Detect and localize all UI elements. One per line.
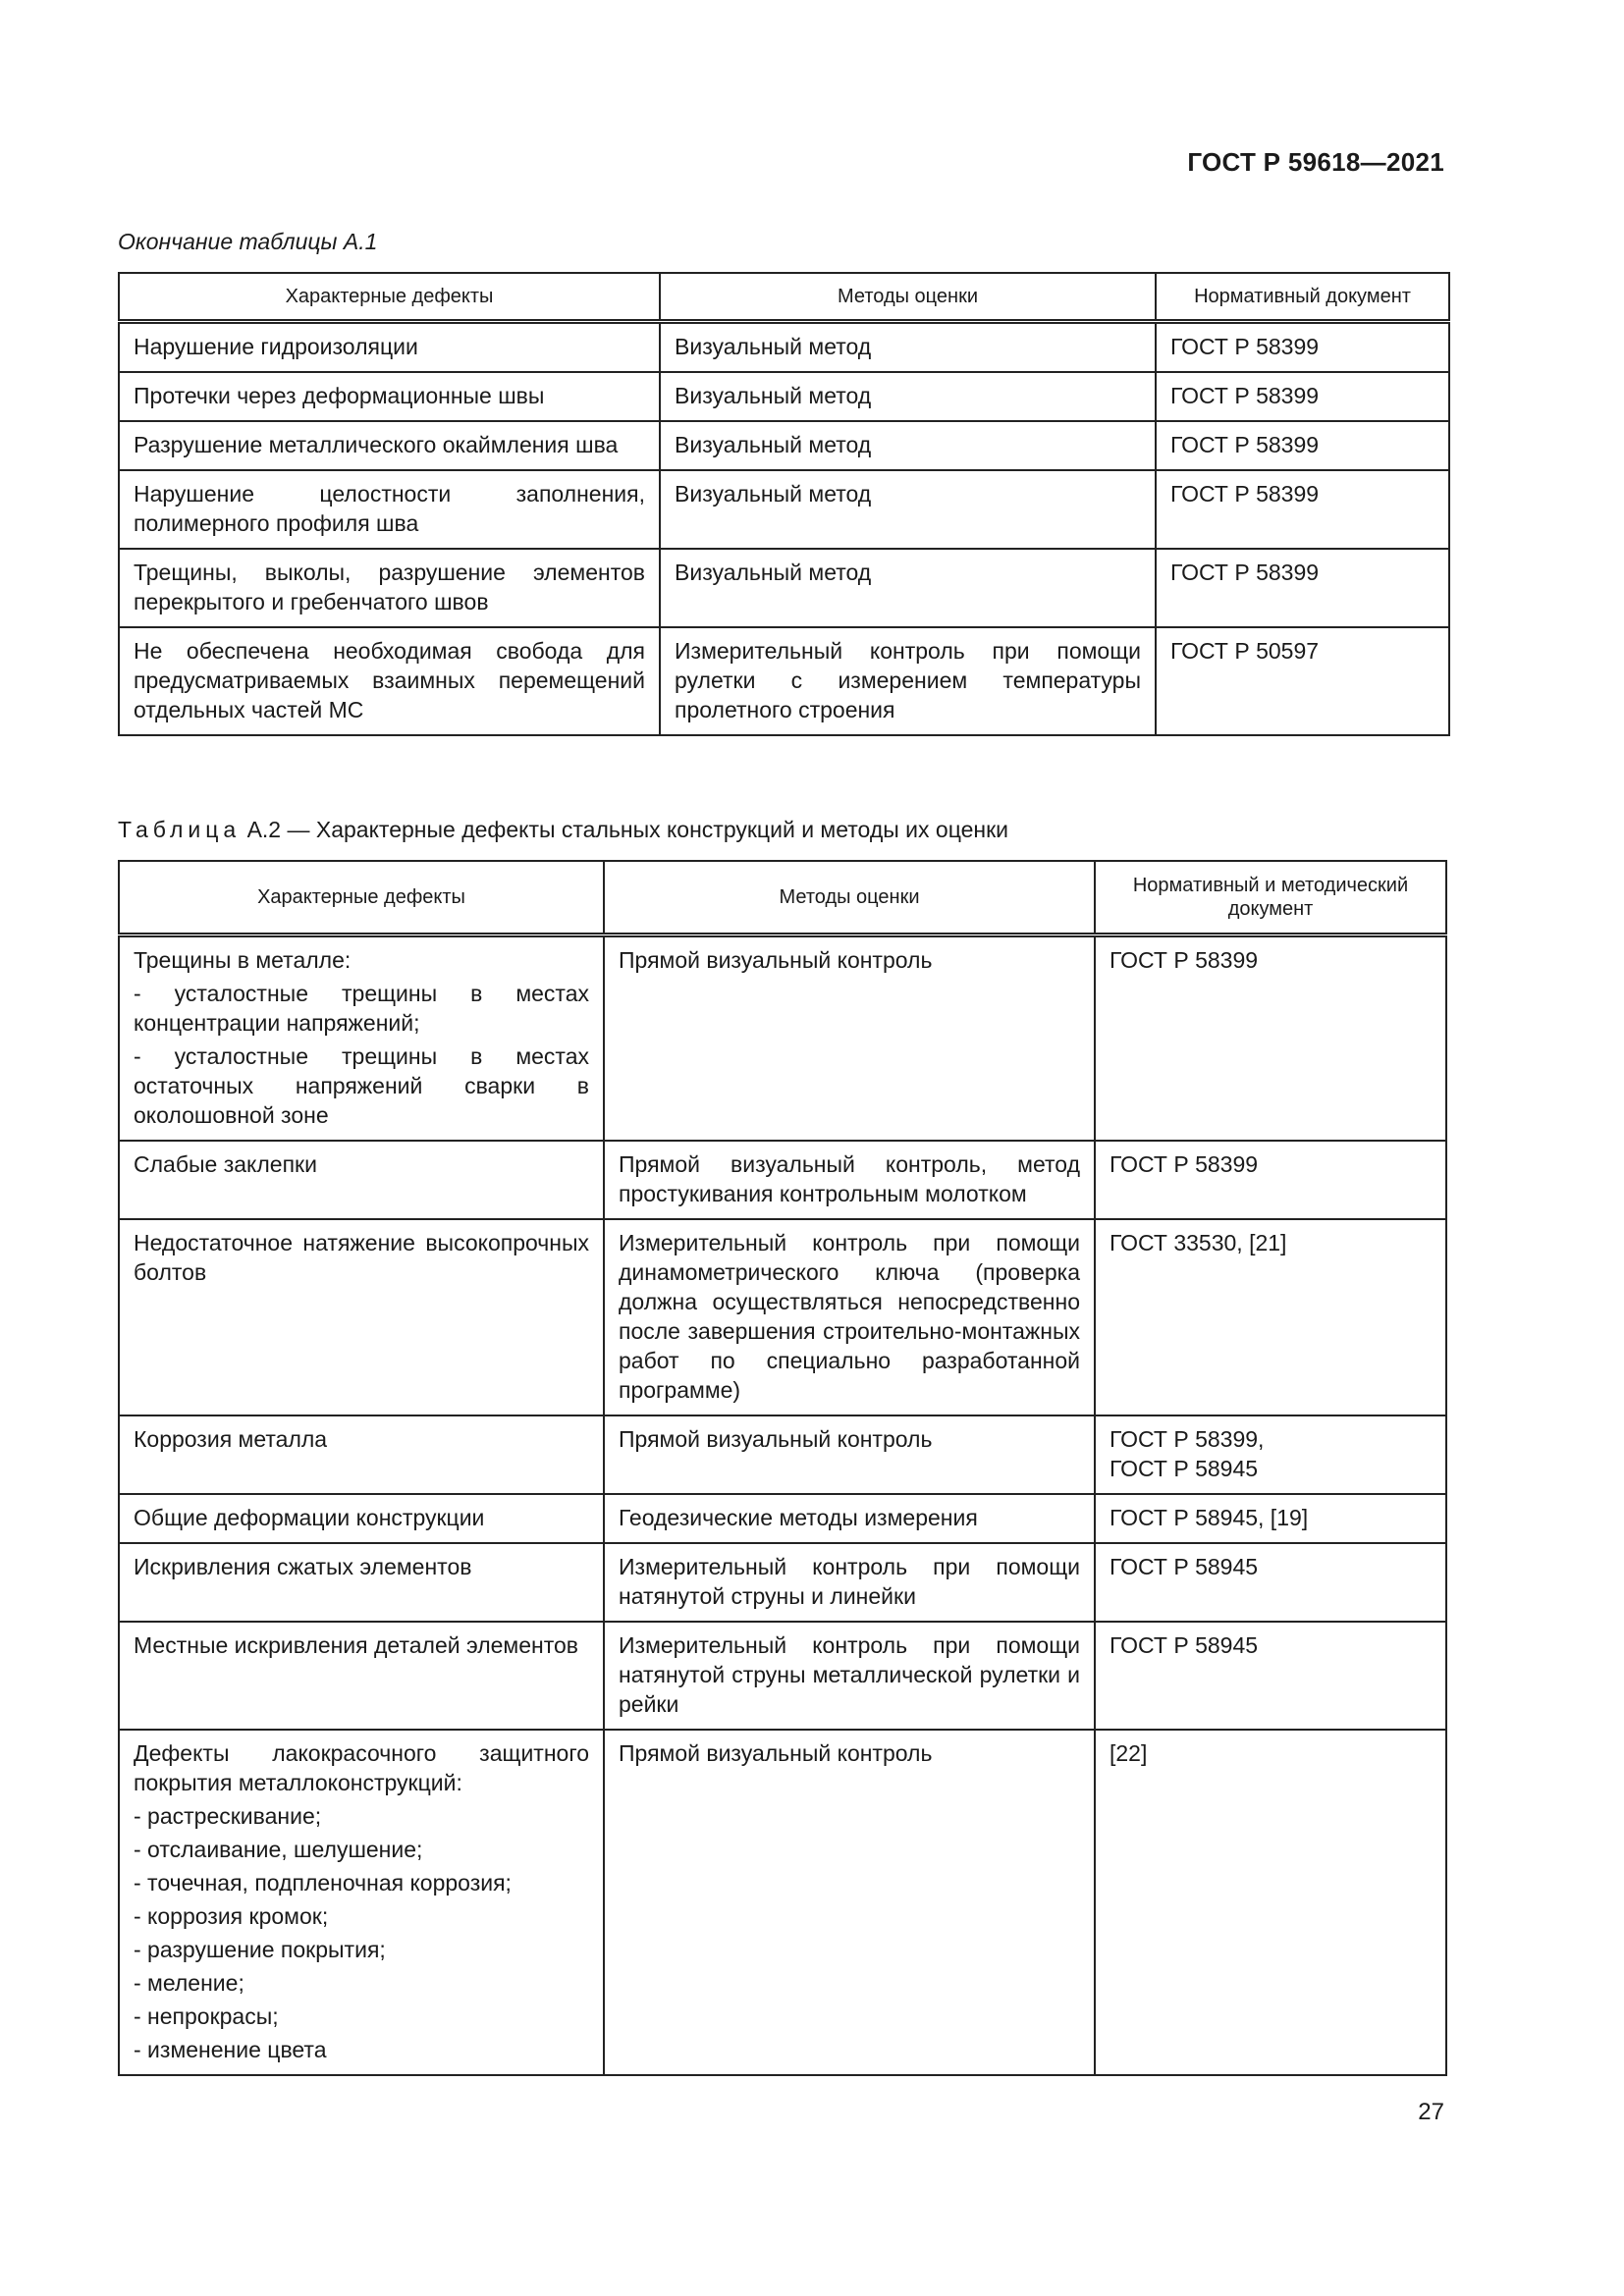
defect-cell: Местные искривления деталей элементов	[119, 1622, 604, 1730]
defect-cell: Трещины, выколы, разрушение элементов перекрытого и гребенчатого швов	[119, 549, 660, 627]
table-row	[119, 935, 1446, 1142]
defect-cell	[119, 935, 604, 1142]
method-cell: Измерительный контроль при помощи рулетки с измерением температуры пролетного строения	[660, 627, 1156, 735]
defect-subitem: - усталостные трещины в местах концентрации напряжений;	[134, 981, 589, 1036]
method-cell: Визуальный метод	[660, 470, 1156, 549]
method-cell: Измерительный контроль при помощи динамометрического ключа (проверка должна осуществляться непосредственно после завершения строительно-монтажных работ по специально разработанной программе)	[604, 1219, 1095, 1415]
table-row	[119, 549, 1449, 627]
page-number: 27	[1418, 2099, 1444, 2125]
defect-cell	[119, 1730, 604, 2075]
doc-cell: ГОСТ Р 58399	[1156, 470, 1449, 549]
defect-cell: Нарушение гидроизоляции	[119, 322, 660, 373]
defect-cell: Разрушение металлического окаймления шва	[119, 421, 660, 470]
table1-col-methods: Методы оценки	[660, 273, 1156, 322]
table-row	[119, 421, 1449, 470]
doc-cell: ГОСТ Р 58945	[1095, 1622, 1446, 1730]
table-row	[119, 1730, 1446, 2075]
defect-title: Трещины в металле:	[134, 947, 352, 973]
table-a2	[118, 860, 1447, 2076]
defect-cell: Коррозия металла	[119, 1415, 604, 1494]
defect-subitem: - изменение цвета	[134, 2037, 327, 2062]
defect-subitem: - непрокрасы;	[134, 2003, 279, 2029]
table1-header-row	[119, 273, 1449, 322]
doc-line: ГОСТ Р 58399,	[1110, 1426, 1265, 1452]
table1-col-document: Нормативный документ	[1156, 273, 1449, 322]
table2-caption-text: А.2 — Характерные дефекты стальных конструкций и методы их оценки	[241, 817, 1009, 842]
method-cell: Визуальный метод	[660, 372, 1156, 421]
table-a1	[118, 272, 1450, 736]
defect-subitem: - усталостные трещины в местах остаточных напряжений сварки в околошовной зоне	[134, 1043, 589, 1128]
method-cell: Прямой визуальный контроль	[604, 1730, 1095, 2075]
method-cell: Геодезические методы измерения	[604, 1494, 1095, 1543]
document-code: ГОСТ Р 59618—2021	[1187, 147, 1444, 177]
doc-cell: ГОСТ Р 58399	[1156, 421, 1449, 470]
defect-subitem: - отслаивание, шелушение;	[134, 1837, 423, 1862]
defect-cell: Слабые заклепки	[119, 1141, 604, 1219]
defect-subitem: - разрушение покрытия;	[134, 1937, 386, 1962]
defect-title: Дефекты лакокрасочного защитного покрытия металлоконструкций:	[134, 1740, 589, 1795]
doc-cell: ГОСТ 33530, [21]	[1095, 1219, 1446, 1415]
defect-subitem: - коррозия кромок;	[134, 1903, 329, 1929]
table-row	[119, 627, 1449, 735]
table1-col-defects: Характерные дефекты	[119, 273, 660, 322]
doc-cell: ГОСТ Р 58945	[1095, 1543, 1446, 1622]
table-row	[119, 1622, 1446, 1730]
table-row	[119, 470, 1449, 549]
defect-subitem: - точечная, подпленочная коррозия;	[134, 1870, 512, 1896]
table2-caption-label: Таблица	[118, 817, 242, 842]
method-cell: Прямой визуальный контроль	[604, 935, 1095, 1142]
defect-cell: Искривления сжатых элементов	[119, 1543, 604, 1622]
defect-subitem: - растрескивание;	[134, 1803, 322, 1829]
defect-cell: Нарушение целостности заполнения, полимерного профиля шва	[119, 470, 660, 549]
table-row	[119, 372, 1449, 421]
table-row	[119, 1415, 1446, 1494]
method-cell: Измерительный контроль при помощи натянутой струны металлической рулетки и рейки	[604, 1622, 1095, 1730]
table2-col-document: Нормативный и методический документ	[1095, 861, 1446, 935]
method-cell: Прямой визуальный контроль, метод простукивания контрольным молотком	[604, 1141, 1095, 1219]
doc-cell: ГОСТ Р 50597	[1156, 627, 1449, 735]
doc-cell	[1095, 1415, 1446, 1494]
method-cell: Визуальный метод	[660, 421, 1156, 470]
defect-cell: Недостаточное натяжение высокопрочных болтов	[119, 1219, 604, 1415]
doc-cell: ГОСТ Р 58399	[1095, 935, 1446, 1142]
table2-col-defects: Характерные дефекты	[119, 861, 604, 935]
doc-cell: [22]	[1095, 1730, 1446, 2075]
method-cell: Прямой визуальный контроль	[604, 1415, 1095, 1494]
table2-col-methods: Методы оценки	[604, 861, 1095, 935]
doc-cell: ГОСТ Р 58399	[1156, 549, 1449, 627]
doc-cell: ГОСТ Р 58399	[1156, 372, 1449, 421]
doc-line: ГОСТ Р 58945	[1110, 1456, 1259, 1481]
table-row	[119, 1219, 1446, 1415]
defect-subitem: - меление;	[134, 1970, 244, 1996]
table2-header-row	[119, 861, 1446, 935]
defect-cell: Не обеспечена необходимая свобода для предусматриваемых взаимных перемещений отдельных частей МС	[119, 627, 660, 735]
table-row	[119, 1494, 1446, 1543]
method-cell: Визуальный метод	[660, 549, 1156, 627]
table-row	[119, 1543, 1446, 1622]
method-cell: Визуальный метод	[660, 322, 1156, 373]
table2-caption	[118, 817, 1008, 843]
table-row	[119, 1141, 1446, 1219]
table1-caption: Окончание таблицы А.1	[118, 229, 378, 254]
defect-cell: Протечки через деформационные швы	[119, 372, 660, 421]
doc-cell: ГОСТ Р 58399	[1156, 322, 1449, 373]
doc-cell: ГОСТ Р 58945, [19]	[1095, 1494, 1446, 1543]
defect-cell: Общие деформации конструкции	[119, 1494, 604, 1543]
doc-cell: ГОСТ Р 58399	[1095, 1141, 1446, 1219]
table-row	[119, 322, 1449, 373]
method-cell: Измерительный контроль при помощи натянутой струны и линейки	[604, 1543, 1095, 1622]
